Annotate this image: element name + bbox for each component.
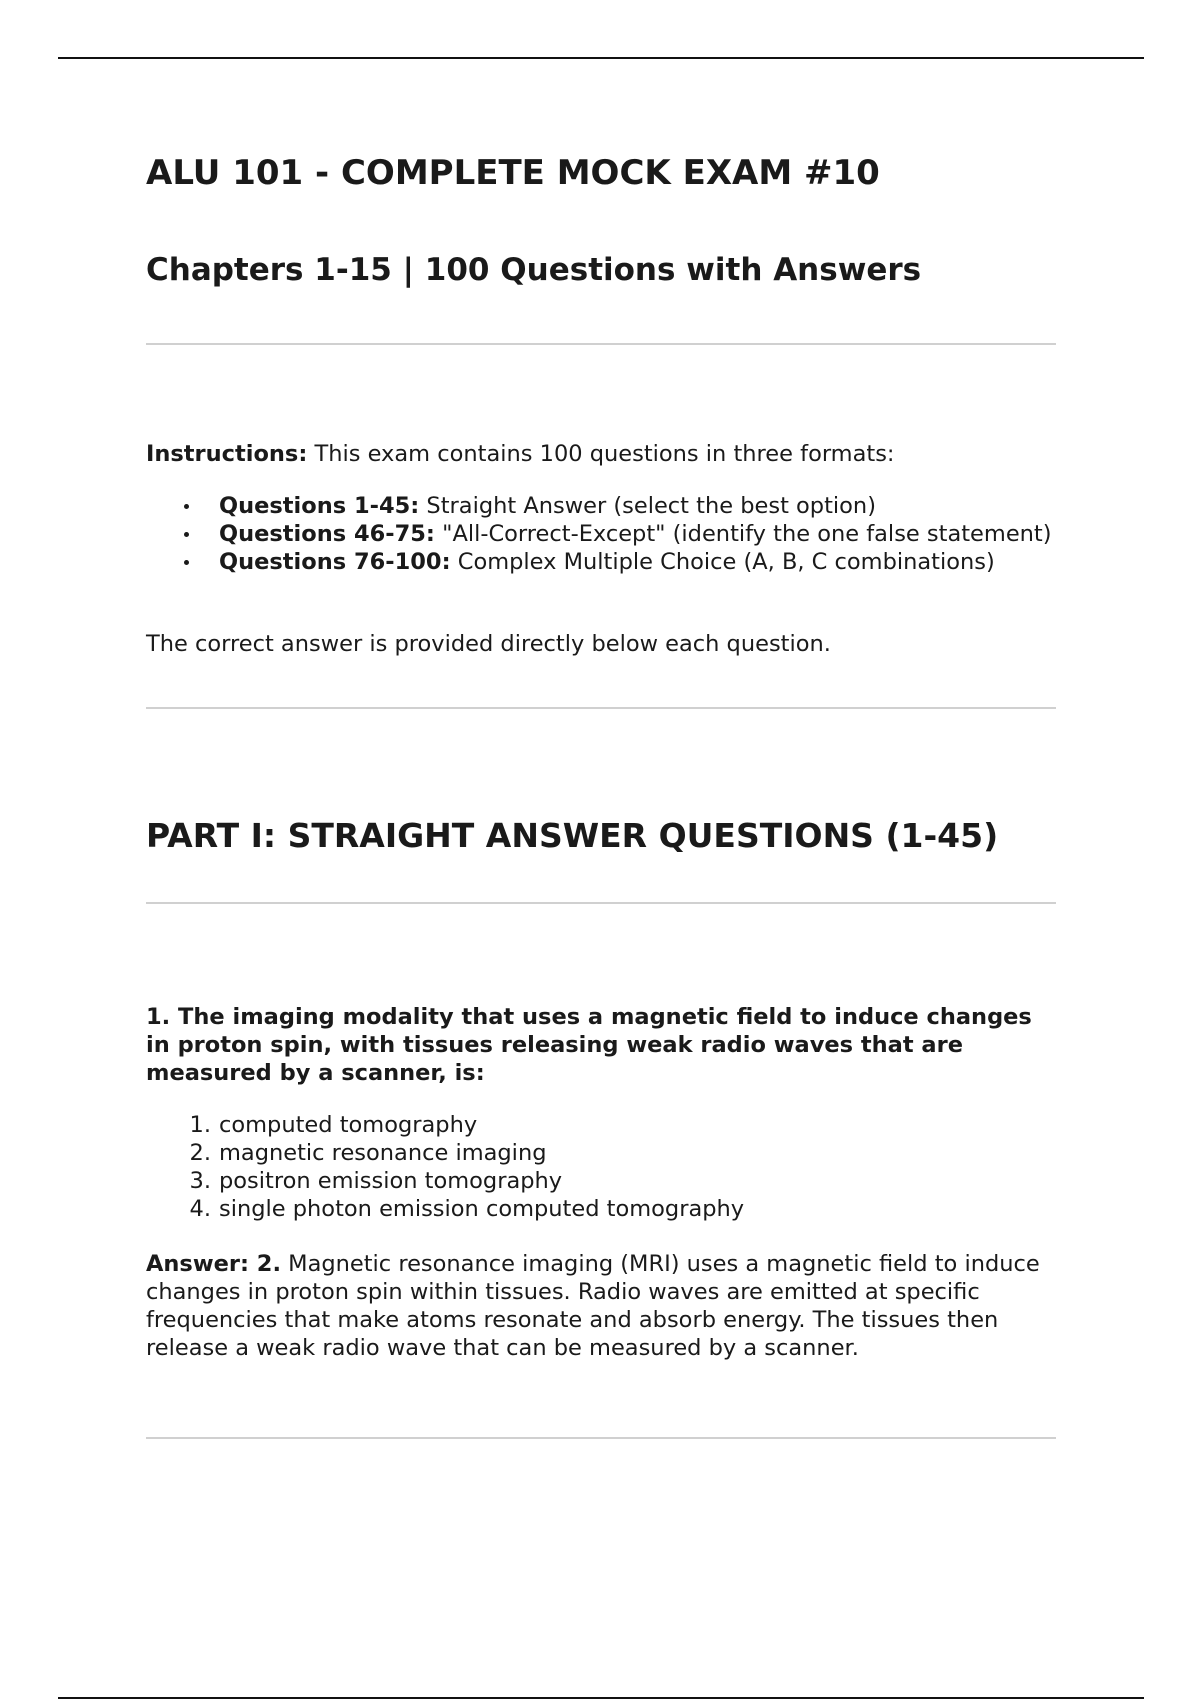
question-text: 1. The imaging modality that uses a magnetic field to induce changes in proton spin, with tissues releasing weak radio waves that are measured by a scanner, is:: [146, 1004, 1032, 1086]
section-divider: [146, 902, 1056, 904]
format-list: [146, 492, 1129, 576]
instructions-label: Instructions:: [146, 441, 308, 467]
format-item: [219, 492, 1129, 520]
answer-paragraph: [146, 1250, 1056, 1362]
format-item-text: Straight Answer (select the best option): [419, 493, 876, 519]
part-heading: PART I: STRAIGHT ANSWER QUESTIONS (1-45): [146, 816, 999, 855]
option-number: 4.: [189, 1196, 211, 1222]
section-divider: [146, 707, 1056, 709]
page-bottom-rule: [58, 1697, 1144, 1699]
answer-option: [146, 1139, 1056, 1167]
section-divider: [146, 1437, 1056, 1439]
option-number: 1.: [189, 1112, 211, 1138]
format-item-text: "All-Correct-Except" (identify the one false statement): [434, 521, 1052, 547]
option-text: single photon emission computed tomography: [219, 1196, 745, 1222]
section-divider: [146, 343, 1056, 345]
option-number: 2.: [189, 1140, 211, 1166]
answer-options: [146, 1111, 1056, 1223]
option-text: computed tomography: [219, 1112, 478, 1138]
format-item-label: Questions 1-45:: [219, 493, 420, 519]
option-text: positron emission tomography: [219, 1168, 563, 1194]
instructions-paragraph: [146, 440, 1056, 468]
instructions-text: This exam contains 100 questions in three formats:: [307, 441, 895, 467]
format-item: [219, 548, 1129, 576]
format-item: [219, 520, 1129, 548]
page-top-rule: [58, 57, 1144, 59]
answer-explanation: Magnetic resonance imaging (MRI) uses a magnetic field to induce changes in proton spin within tissues. Radio waves are emitted at specific frequencies that make atoms resonate and absorb energy. The tissues then release a weak radio wave that can be measured by a scanner.: [146, 1251, 1040, 1361]
answer-label: Answer: 2.: [146, 1251, 281, 1277]
option-text: magnetic resonance imaging: [219, 1140, 547, 1166]
format-item-label: Questions 46-75:: [219, 521, 435, 547]
option-number: 3.: [189, 1168, 211, 1194]
exam-subtitle: Chapters 1-15 | 100 Questions with Answers: [146, 252, 922, 288]
answer-note: The correct answer is provided directly below each question.: [146, 631, 831, 657]
answer-option: [146, 1167, 1056, 1195]
format-item-text: Complex Multiple Choice (A, B, C combinations): [450, 549, 995, 575]
answer-option: [146, 1111, 1056, 1139]
format-item-label: Questions 76-100:: [219, 549, 451, 575]
exam-title: ALU 101 - COMPLETE MOCK EXAM #10: [146, 153, 880, 193]
answer-option: [146, 1195, 1056, 1223]
